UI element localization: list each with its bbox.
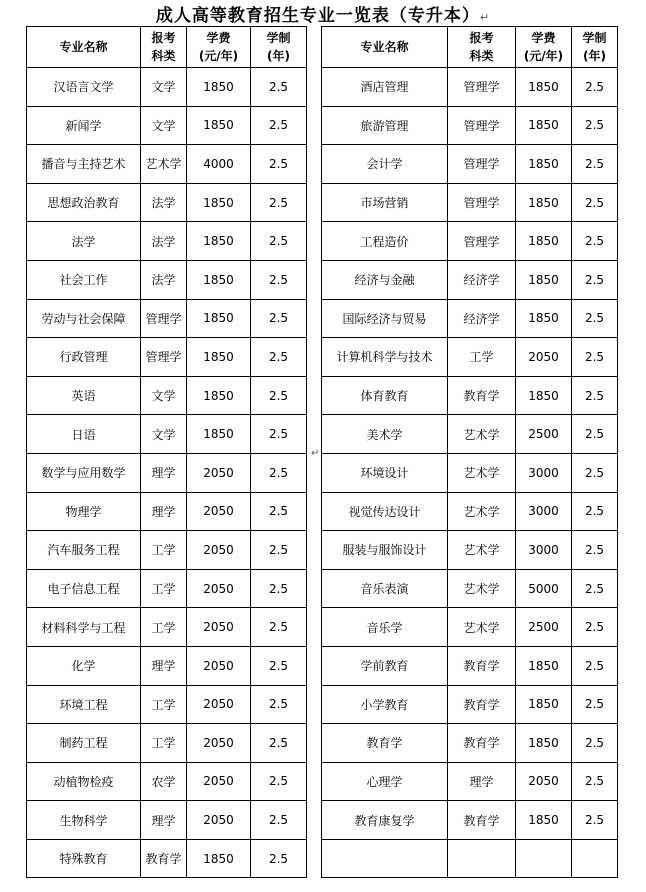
cell-years: 2.5 bbox=[572, 338, 618, 377]
cell-major: 视觉传达设计 bbox=[322, 492, 448, 531]
table-row bbox=[27, 453, 307, 492]
cell-category: 艺术学 bbox=[141, 145, 187, 184]
cell-category: 经济学 bbox=[448, 299, 516, 338]
table-row bbox=[322, 183, 618, 222]
cell-category: 教育学 bbox=[448, 646, 516, 685]
cell-major: 化学 bbox=[27, 646, 141, 685]
table-row bbox=[27, 145, 307, 184]
cell-category: 管理学 bbox=[448, 183, 516, 222]
paragraph-mark: ↵ bbox=[311, 448, 320, 459]
cell-category: 理学 bbox=[141, 801, 187, 840]
table-row bbox=[322, 531, 618, 570]
header-years bbox=[251, 27, 307, 68]
cell-major: 日语 bbox=[27, 415, 141, 454]
cell-years: 2.5 bbox=[251, 145, 307, 184]
table-row bbox=[27, 222, 307, 261]
cell-fee: 2050 bbox=[187, 608, 251, 647]
cell-category: 工学 bbox=[141, 531, 187, 570]
cell-category: 教育学 bbox=[141, 839, 187, 878]
header-fee-line1: 学费 bbox=[206, 31, 231, 45]
cell-major: 音乐表演 bbox=[322, 569, 448, 608]
left-major-table bbox=[26, 26, 307, 878]
cell-category: 艺术学 bbox=[448, 492, 516, 531]
cell-years bbox=[572, 839, 618, 878]
header-category-line1: 报考 bbox=[469, 31, 494, 45]
header-fee bbox=[187, 27, 251, 68]
paragraph-mark: ↵ bbox=[479, 11, 491, 24]
cell-category: 农学 bbox=[141, 762, 187, 801]
cell-major: 环境设计 bbox=[322, 453, 448, 492]
cell-major: 英语 bbox=[27, 376, 141, 415]
cell-years: 2.5 bbox=[572, 569, 618, 608]
cell-major: 数学与应用数学 bbox=[27, 453, 141, 492]
table-header-row bbox=[322, 27, 618, 68]
cell-years: 2.5 bbox=[572, 685, 618, 724]
table-row bbox=[322, 646, 618, 685]
header-major bbox=[27, 27, 141, 68]
table-row bbox=[322, 762, 618, 801]
table-row bbox=[27, 531, 307, 570]
table-row bbox=[322, 299, 618, 338]
cell-fee: 1850 bbox=[516, 724, 572, 763]
cell-major: 学前教育 bbox=[322, 646, 448, 685]
cell-fee: 1850 bbox=[187, 183, 251, 222]
cell-category: 艺术学 bbox=[448, 415, 516, 454]
cell-category: 理学 bbox=[141, 646, 187, 685]
cell-years: 2.5 bbox=[251, 376, 307, 415]
cell-major: 环境工程 bbox=[27, 685, 141, 724]
cell-major: 服装与服饰设计 bbox=[322, 531, 448, 570]
table-row bbox=[322, 801, 618, 840]
cell-years: 2.5 bbox=[572, 415, 618, 454]
cell-major: 体育教育 bbox=[322, 376, 448, 415]
cell-fee: 2050 bbox=[187, 801, 251, 840]
header-years bbox=[572, 27, 618, 68]
cell-category: 艺术学 bbox=[448, 453, 516, 492]
cell-years: 2.5 bbox=[251, 762, 307, 801]
cell-fee: 2050 bbox=[187, 453, 251, 492]
cell-fee: 2500 bbox=[516, 415, 572, 454]
cell-category: 艺术学 bbox=[448, 531, 516, 570]
cell-category: 管理学 bbox=[448, 222, 516, 261]
cell-fee: 2050 bbox=[187, 531, 251, 570]
cell-years: 2.5 bbox=[251, 569, 307, 608]
table-row bbox=[322, 376, 618, 415]
table-row bbox=[322, 145, 618, 184]
cell-category: 教育学 bbox=[448, 801, 516, 840]
table-row bbox=[27, 260, 307, 299]
cell-years: 2.5 bbox=[251, 222, 307, 261]
cell-fee: 2050 bbox=[516, 762, 572, 801]
cell-major: 市场营销 bbox=[322, 183, 448, 222]
table-row bbox=[27, 762, 307, 801]
cell-category: 文学 bbox=[141, 68, 187, 107]
cell-major: 行政管理 bbox=[27, 338, 141, 377]
cell-category: 管理学 bbox=[141, 299, 187, 338]
cell-major: 小学教育 bbox=[322, 685, 448, 724]
cell-category: 经济学 bbox=[448, 260, 516, 299]
cell-major: 教育康复学 bbox=[322, 801, 448, 840]
header-category-line2: 科类 bbox=[469, 49, 494, 63]
cell-fee: 2050 bbox=[187, 724, 251, 763]
cell-fee: 1850 bbox=[187, 299, 251, 338]
header-fee-line2: (元/年) bbox=[198, 49, 239, 63]
table-row bbox=[27, 685, 307, 724]
cell-years: 2.5 bbox=[572, 608, 618, 647]
cell-major: 音乐学 bbox=[322, 608, 448, 647]
cell-fee: 2050 bbox=[187, 646, 251, 685]
cell-fee: 3000 bbox=[516, 492, 572, 531]
table-row bbox=[322, 260, 618, 299]
cell-major: 教育学 bbox=[322, 724, 448, 763]
cell-years: 2.5 bbox=[572, 68, 618, 107]
cell-major: 思想政治教育 bbox=[27, 183, 141, 222]
cell-category: 理学 bbox=[448, 762, 516, 801]
header-category bbox=[448, 27, 516, 68]
cell-category: 理学 bbox=[141, 453, 187, 492]
table-row bbox=[322, 724, 618, 763]
cell-fee: 1850 bbox=[516, 299, 572, 338]
cell-category: 理学 bbox=[141, 492, 187, 531]
cell-fee: 1850 bbox=[516, 222, 572, 261]
cell-category: 工学 bbox=[141, 685, 187, 724]
table-row bbox=[322, 68, 618, 107]
cell-category: 文学 bbox=[141, 376, 187, 415]
cell-category: 工学 bbox=[141, 569, 187, 608]
cell-years: 2.5 bbox=[251, 685, 307, 724]
cell-category: 法学 bbox=[141, 222, 187, 261]
cell-major: 心理学 bbox=[322, 762, 448, 801]
header-category bbox=[141, 27, 187, 68]
cell-category: 管理学 bbox=[141, 338, 187, 377]
cell-fee: 1850 bbox=[187, 415, 251, 454]
cell-years: 2.5 bbox=[572, 453, 618, 492]
cell-major: 劳动与社会保障 bbox=[27, 299, 141, 338]
table-row bbox=[27, 68, 307, 107]
cell-category: 文学 bbox=[141, 415, 187, 454]
cell-years: 2.5 bbox=[572, 183, 618, 222]
cell-fee: 1850 bbox=[516, 801, 572, 840]
table-row bbox=[27, 569, 307, 608]
cell-years: 2.5 bbox=[572, 646, 618, 685]
header-category-line1: 报考 bbox=[151, 31, 176, 45]
cell-category: 艺术学 bbox=[448, 608, 516, 647]
cell-category: 工学 bbox=[448, 338, 516, 377]
cell-major: 法学 bbox=[27, 222, 141, 261]
cell-years: 2.5 bbox=[572, 145, 618, 184]
cell-fee: 2050 bbox=[516, 338, 572, 377]
header-fee-line1: 学费 bbox=[531, 31, 556, 45]
cell-fee bbox=[516, 839, 572, 878]
cell-major: 新闻学 bbox=[27, 106, 141, 145]
cell-major: 电子信息工程 bbox=[27, 569, 141, 608]
cell-years: 2.5 bbox=[572, 492, 618, 531]
header-years-line1: 学制 bbox=[582, 31, 607, 45]
cell-years: 2.5 bbox=[251, 299, 307, 338]
cell-fee: 1850 bbox=[187, 222, 251, 261]
table-row bbox=[27, 646, 307, 685]
cell-years: 2.5 bbox=[572, 260, 618, 299]
table-row bbox=[322, 106, 618, 145]
cell-category: 教育学 bbox=[448, 376, 516, 415]
cell-category: 管理学 bbox=[448, 106, 516, 145]
cell-years: 2.5 bbox=[572, 376, 618, 415]
right-major-table bbox=[321, 26, 618, 878]
cell-fee: 1850 bbox=[516, 106, 572, 145]
cell-category: 工学 bbox=[141, 724, 187, 763]
header-major bbox=[322, 27, 448, 68]
table-row bbox=[27, 183, 307, 222]
table-row bbox=[27, 376, 307, 415]
cell-fee: 2050 bbox=[187, 492, 251, 531]
cell-fee: 1850 bbox=[187, 260, 251, 299]
cell-fee: 1850 bbox=[516, 260, 572, 299]
cell-major: 会计学 bbox=[322, 145, 448, 184]
header-category-line2: 科类 bbox=[151, 49, 176, 63]
cell-category: 工学 bbox=[141, 608, 187, 647]
cell-major: 工程造价 bbox=[322, 222, 448, 261]
cell-major: 经济与金融 bbox=[322, 260, 448, 299]
page-title-text: 成人高等教育招生专业一览表（专升本） bbox=[155, 6, 480, 26]
cell-category: 法学 bbox=[141, 183, 187, 222]
table-row bbox=[27, 801, 307, 840]
cell-category bbox=[448, 839, 516, 878]
cell-fee: 1850 bbox=[187, 338, 251, 377]
cell-fee: 1850 bbox=[516, 646, 572, 685]
cell-major: 动植物检疫 bbox=[27, 762, 141, 801]
cell-years: 2.5 bbox=[251, 608, 307, 647]
cell-major: 美术学 bbox=[322, 415, 448, 454]
table-row bbox=[27, 839, 307, 878]
header-fee bbox=[516, 27, 572, 68]
cell-category: 管理学 bbox=[448, 145, 516, 184]
cell-years: 2.5 bbox=[572, 724, 618, 763]
cell-fee: 2050 bbox=[187, 569, 251, 608]
cell-major: 材料科学与工程 bbox=[27, 608, 141, 647]
header-major-label: 专业名称 bbox=[360, 40, 409, 54]
cell-major: 汉语言文学 bbox=[27, 68, 141, 107]
cell-years: 2.5 bbox=[251, 338, 307, 377]
cell-fee: 4000 bbox=[187, 145, 251, 184]
cell-major: 汽车服务工程 bbox=[27, 531, 141, 570]
header-major-label: 专业名称 bbox=[59, 40, 108, 54]
table-row bbox=[322, 492, 618, 531]
table-row bbox=[27, 106, 307, 145]
cell-category: 管理学 bbox=[448, 68, 516, 107]
cell-years: 2.5 bbox=[572, 106, 618, 145]
cell-fee: 1850 bbox=[516, 183, 572, 222]
cell-years: 2.5 bbox=[572, 762, 618, 801]
cell-fee: 1850 bbox=[516, 376, 572, 415]
cell-fee: 1850 bbox=[187, 106, 251, 145]
cell-years: 2.5 bbox=[251, 260, 307, 299]
table-header-row bbox=[27, 27, 307, 68]
cell-category: 法学 bbox=[141, 260, 187, 299]
cell-major: 播音与主持艺术 bbox=[27, 145, 141, 184]
cell-years: 2.5 bbox=[572, 299, 618, 338]
cell-major: 制药工程 bbox=[27, 724, 141, 763]
table-row bbox=[27, 608, 307, 647]
cell-fee: 1850 bbox=[187, 839, 251, 878]
cell-category: 教育学 bbox=[448, 724, 516, 763]
table-row bbox=[322, 685, 618, 724]
cell-years: 2.5 bbox=[251, 724, 307, 763]
table-row bbox=[322, 222, 618, 261]
cell-years: 2.5 bbox=[572, 531, 618, 570]
cell-major bbox=[322, 839, 448, 878]
cell-years: 2.5 bbox=[251, 106, 307, 145]
cell-years: 2.5 bbox=[251, 839, 307, 878]
cell-years: 2.5 bbox=[251, 492, 307, 531]
cell-years: 2.5 bbox=[572, 222, 618, 261]
cell-category: 文学 bbox=[141, 106, 187, 145]
cell-major: 计算机科学与技术 bbox=[322, 338, 448, 377]
table-row bbox=[322, 839, 618, 878]
cell-major: 酒店管理 bbox=[322, 68, 448, 107]
cell-fee: 1850 bbox=[516, 145, 572, 184]
cell-years: 2.5 bbox=[251, 646, 307, 685]
header-years-line2: (年) bbox=[583, 49, 606, 63]
cell-fee: 1850 bbox=[516, 68, 572, 107]
cell-years: 2.5 bbox=[251, 531, 307, 570]
cell-fee: 1850 bbox=[187, 376, 251, 415]
cell-major: 国际经济与贸易 bbox=[322, 299, 448, 338]
cell-fee: 3000 bbox=[516, 531, 572, 570]
cell-years: 2.5 bbox=[251, 415, 307, 454]
cell-years: 2.5 bbox=[251, 68, 307, 107]
cell-category: 艺术学 bbox=[448, 569, 516, 608]
cell-fee: 1850 bbox=[187, 68, 251, 107]
cell-major: 旅游管理 bbox=[322, 106, 448, 145]
cell-fee: 3000 bbox=[516, 453, 572, 492]
cell-major: 生物科学 bbox=[27, 801, 141, 840]
table-row bbox=[27, 299, 307, 338]
cell-fee: 1850 bbox=[516, 685, 572, 724]
cell-major: 特殊教育 bbox=[27, 839, 141, 878]
table-row bbox=[27, 492, 307, 531]
table-row bbox=[322, 608, 618, 647]
cell-fee: 2050 bbox=[187, 685, 251, 724]
cell-major: 社会工作 bbox=[27, 260, 141, 299]
header-years-line2: (年) bbox=[267, 49, 290, 63]
table-row bbox=[322, 338, 618, 377]
table-row bbox=[27, 415, 307, 454]
cell-years: 2.5 bbox=[251, 183, 307, 222]
table-row bbox=[27, 724, 307, 763]
table-row bbox=[322, 415, 618, 454]
header-years-line1: 学制 bbox=[266, 31, 291, 45]
cell-fee: 2050 bbox=[187, 762, 251, 801]
cell-major: 物理学 bbox=[27, 492, 141, 531]
cell-years: 2.5 bbox=[251, 801, 307, 840]
table-row bbox=[322, 569, 618, 608]
cell-years: 2.5 bbox=[572, 801, 618, 840]
header-fee-line2: (元/年) bbox=[523, 49, 564, 63]
table-row bbox=[27, 338, 307, 377]
table-row bbox=[322, 453, 618, 492]
cell-fee: 5000 bbox=[516, 569, 572, 608]
cell-fee: 2500 bbox=[516, 608, 572, 647]
cell-category: 教育学 bbox=[448, 685, 516, 724]
cell-years: 2.5 bbox=[251, 453, 307, 492]
